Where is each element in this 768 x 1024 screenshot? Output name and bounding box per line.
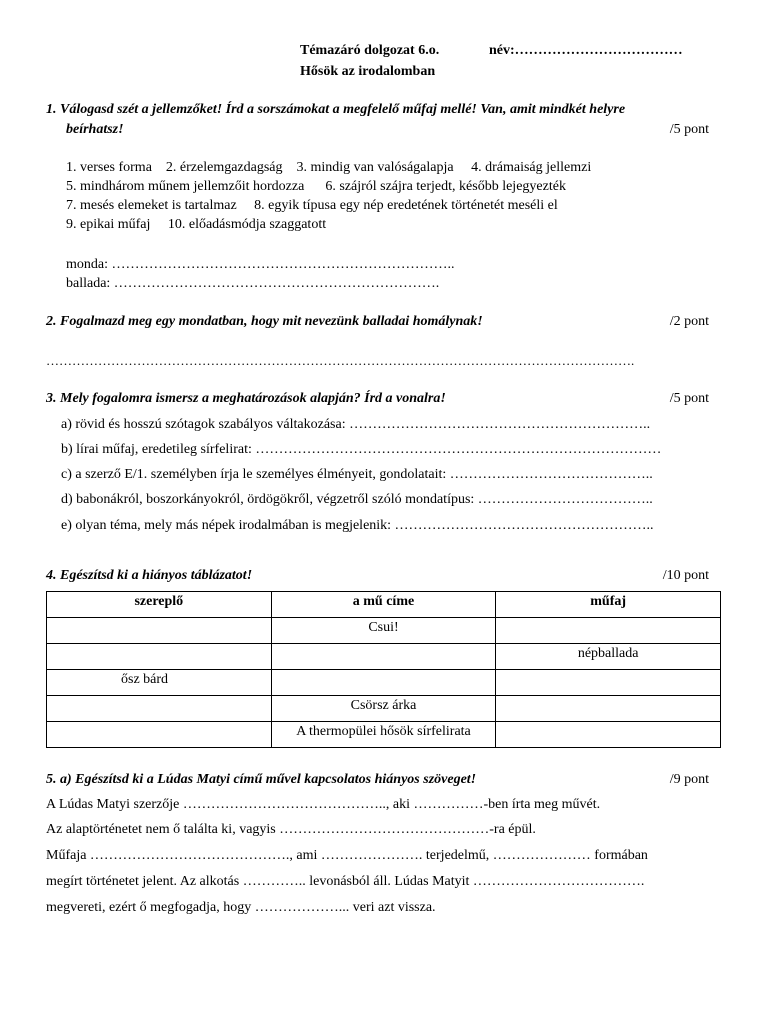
q1-prompt-line2: beírhatsz! xyxy=(66,122,124,137)
table-cell[interactable]: A thermopülei hősök sírfelirata xyxy=(271,722,496,748)
table-row xyxy=(47,644,721,670)
q1-prompt-line1: 1. Válogasd szét a jellemzőket! Írd a sorszámokat a megfelelő műfaj mellé! Van, amit mindkét helyre xyxy=(46,102,626,117)
q3-item-b[interactable]: b) lírai műfaj, eredetileg sírfelirat: …………………………………………………………………………… xyxy=(61,442,662,457)
table-cell[interactable] xyxy=(271,644,496,670)
document-title: Témazáró dolgozat 6.o. xyxy=(300,43,440,58)
table-row xyxy=(47,696,721,722)
q1-points: /5 pont xyxy=(669,122,709,137)
q5-text-line[interactable]: megírt történetet jelent. Az alkotás ………….. levonásból áll. Lúdas Matyit ………………………………. xyxy=(46,874,645,889)
q5-text-line[interactable]: megvereti, ezért ő megfogadja, hogy ………………... veri azt vissza. xyxy=(46,900,436,915)
q2-prompt: 2. Fogalmazd meg egy mondatban, hogy mit nevezünk balladai homálynak! xyxy=(46,314,483,329)
q2-answer-line[interactable]: ………………………………………………………………………………………………………………………. xyxy=(46,353,635,368)
q1-monda-answer-line[interactable]: monda: ……………………………………………………………….. xyxy=(66,257,455,272)
table-cell[interactable] xyxy=(47,644,272,670)
q1-item-line: 5. mindhárom műnem jellemzőit hordozza 6. szájról szájra terjedt, később lejegyezték xyxy=(66,179,566,194)
table-cell[interactable] xyxy=(47,722,272,748)
q4-points: /10 pont xyxy=(662,568,709,583)
table-cell[interactable]: Csörsz árka xyxy=(271,696,496,722)
q3-item-e[interactable]: e) olyan téma, mely más népek irodalmában is megjelenik: ……………………………………………….. xyxy=(61,518,654,533)
document-subtitle: Hősök az irodalomban xyxy=(300,64,436,79)
column-header-character: szereplő xyxy=(47,592,272,618)
table-row xyxy=(47,722,721,748)
name-field-label: név:……………………………… xyxy=(489,43,683,58)
table-row xyxy=(47,618,721,644)
table-cell[interactable] xyxy=(271,670,496,696)
q1-ballada-answer-line[interactable]: ballada: ……………………………………………………………. xyxy=(66,276,440,291)
table-header-row xyxy=(47,592,721,618)
q3-item-a[interactable]: a) rövid és hosszú szótagok szabályos váltakozása: ……………………………………………………….. xyxy=(61,417,651,432)
column-header-genre: műfaj xyxy=(496,592,721,618)
q2-points: /2 pont xyxy=(669,314,709,329)
table-cell[interactable] xyxy=(496,722,721,748)
q3-points: /5 pont xyxy=(669,391,709,406)
q5-text-line[interactable]: Az alaptörténetet nem ő találta ki, vagyis ………………………………………-ra épül. xyxy=(46,822,536,837)
q1-item-line: 1. verses forma 2. érzelemgazdagság 3. mindig van valóságalapja 4. drámaiság jellemzi xyxy=(66,160,592,175)
column-header-title: a mű címe xyxy=(271,592,496,618)
q3-item-c[interactable]: c) a szerző E/1. személyben írja le személyes élményeit, gondolatait: …………………………………….. xyxy=(61,467,653,482)
table-cell[interactable] xyxy=(496,670,721,696)
table-cell[interactable]: ősz bárd xyxy=(47,670,272,696)
character-table xyxy=(46,591,721,748)
table-row xyxy=(47,670,721,696)
table-cell[interactable]: népballada xyxy=(496,644,721,670)
table-cell[interactable] xyxy=(496,618,721,644)
q1-item-line: 7. mesés elemeket is tartalmaz 8. egyik típusa egy nép eredetének történetét meséli el xyxy=(66,198,558,213)
q5-text-line[interactable]: Műfaja ……………………………………., ami …………………. terjedelmű, ………………… formában xyxy=(46,848,648,863)
q3-prompt: 3. Mely fogalomra ismersz a meghatározások alapján? Írd a vonalra! xyxy=(46,391,446,406)
q1-item-line: 9. epikai műfaj 10. előadásmódja szaggatott xyxy=(66,217,327,232)
q3-item-d[interactable]: d) babonákról, boszorkányokról, ördögökről, végzetről szóló mondatípus: ……………………………….. xyxy=(61,492,653,507)
table-cell[interactable]: Csui! xyxy=(271,618,496,644)
q5-prompt: 5. a) Egészítsd ki a Lúdas Matyi című művel kapcsolatos hiányos szöveget! xyxy=(46,772,477,787)
table-cell[interactable] xyxy=(496,696,721,722)
q4-prompt: 4. Egészítsd ki a hiányos táblázatot! xyxy=(46,568,253,583)
table-cell[interactable] xyxy=(47,618,272,644)
table-cell[interactable] xyxy=(47,696,272,722)
q5-points: /9 pont xyxy=(669,772,709,787)
q5-text-line[interactable]: A Lúdas Matyi szerzője …………………………………….., aki ……………-ben írta meg művét. xyxy=(46,797,601,812)
